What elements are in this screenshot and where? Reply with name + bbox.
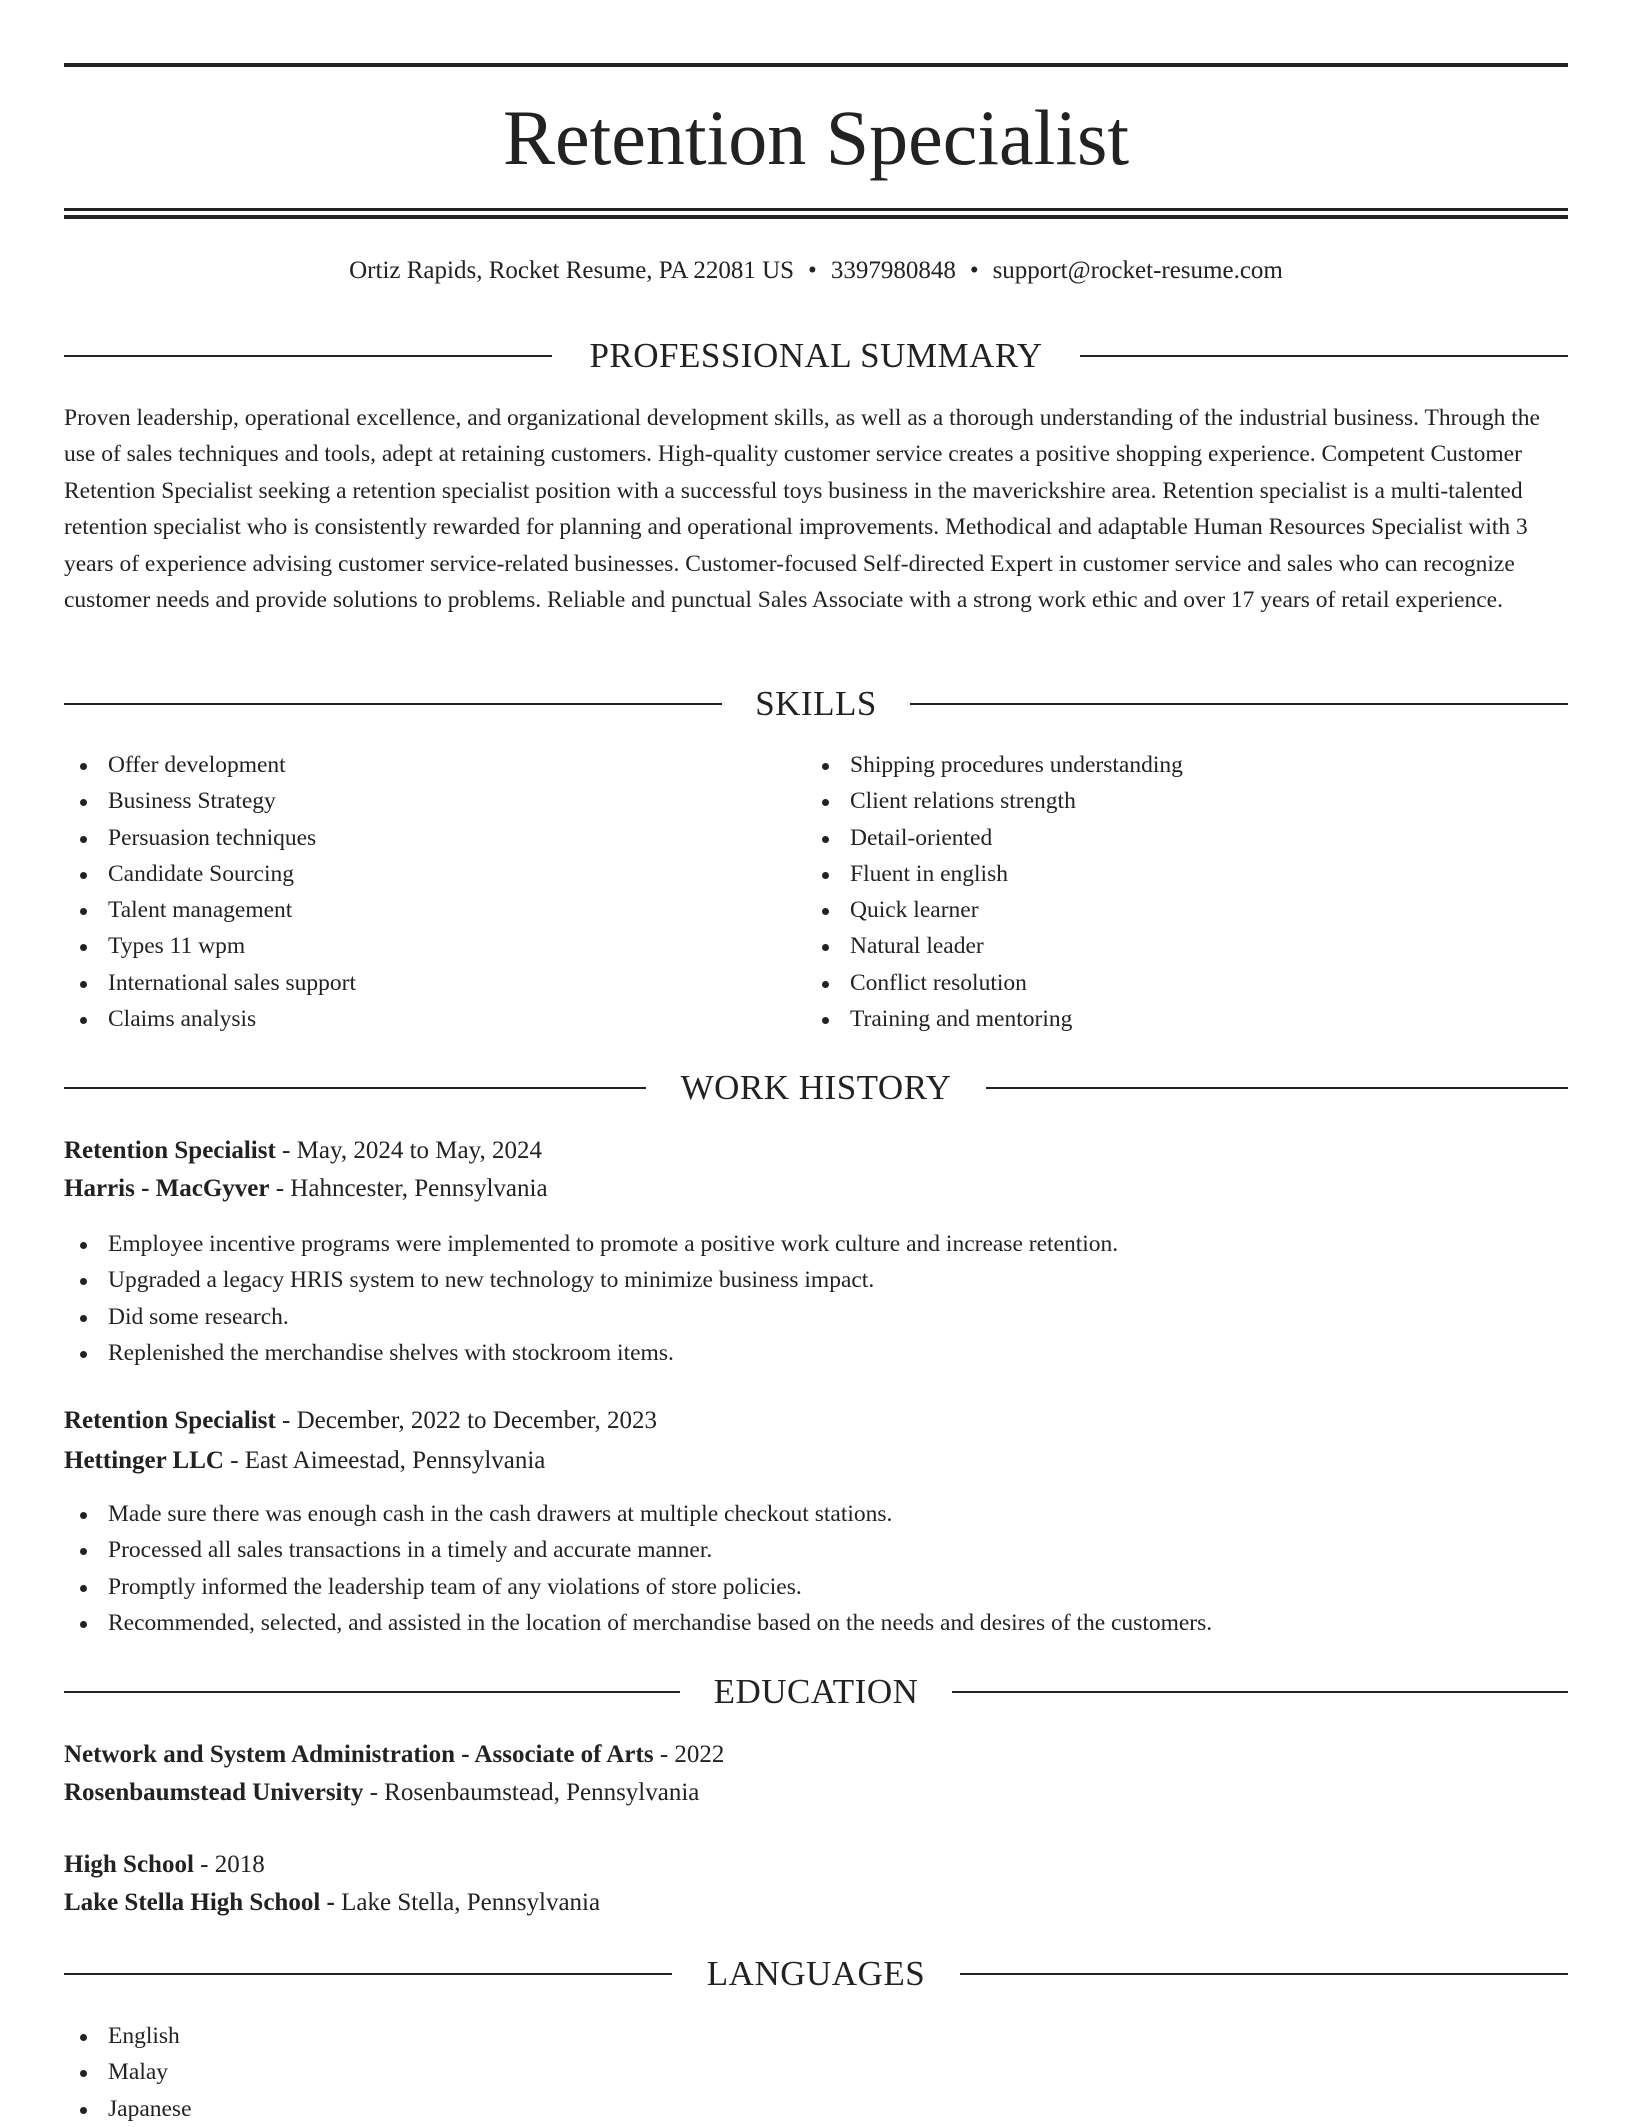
language-item: English	[64, 2018, 764, 2054]
skill-item: Talent management	[64, 892, 764, 928]
skill-item: International sales support	[64, 965, 764, 1001]
job-title: Retention Specialist	[64, 1407, 276, 1434]
section-heading-summary	[64, 336, 1568, 376]
header-double-rule-bottom	[64, 215, 1568, 219]
education-degree: Network and System Administration - Associate of Arts	[64, 1741, 654, 1768]
education-degree-line	[64, 1848, 1568, 1882]
job-bullet: Processed all sales transactions in a timely and accurate manner.	[64, 1532, 1568, 1568]
job-title-line	[64, 1134, 1568, 1168]
education-school-line	[64, 1886, 1568, 1920]
job-company: Hettinger LLC	[64, 1447, 224, 1474]
section-heading-languages	[64, 1954, 1568, 1994]
section-heading-work	[64, 1068, 1568, 1108]
skill-item: Natural leader	[806, 928, 1506, 964]
education-location: - Rosenbaumstead, Pennsylvania	[363, 1779, 700, 1806]
section-heading-skills	[64, 684, 1568, 724]
education-school: Rosenbaumstead University	[64, 1779, 364, 1806]
section-title: PROFESSIONAL SUMMARY	[589, 336, 1043, 375]
skill-item: Fluent in english	[806, 856, 1506, 892]
skill-item: Candidate Sourcing	[64, 856, 764, 892]
contact-email: support@rocket-resume.com	[992, 257, 1283, 284]
skills-list-right	[806, 747, 1506, 1037]
resume-name: Retention Specialist	[502, 94, 1130, 181]
skill-item: Client relations strength	[806, 783, 1506, 819]
skill-item: Training and mentoring	[806, 1001, 1506, 1037]
education-year: - 2018	[193, 1851, 265, 1878]
skills-list-left	[64, 747, 764, 1037]
skill-item: Claims analysis	[64, 1001, 764, 1037]
job-title: Retention Specialist	[64, 1137, 276, 1164]
education-degree: High School	[64, 1851, 194, 1878]
job-bullets	[64, 1496, 1568, 1641]
job-title-line	[64, 1404, 1568, 1438]
header-double-rule-top	[64, 208, 1568, 211]
job-bullet: Did some research.	[64, 1299, 1568, 1335]
job-location: - Hahncester, Pennsylvania	[269, 1175, 548, 1202]
section-title: SKILLS	[755, 684, 877, 723]
summary-paragraph: Proven leadership, operational excellence, and organizational development skills, as well as a thorough understanding of the industrial business. Through the use of sales techniques and tools, adept at retaining customers. High-quality customer service creates a positive shopping experience. Competent Customer Retention Specialist seeking a retention specialist position with a successful toys business in the maverickshire area. Retention specialist is a multi-talented retention specialist who is consistently rewarded for planning and operational improvements. Methodical and adaptable Human Resources Specialist with 3 years of experience advising customer service-related businesses. Customer-focused Self-directed Expert in customer service and sales who can recognize customer needs and provide solutions to problems. Reliable and punctual Sales Associate with a strong work ethic and over 17 years of retail experience.	[64, 405, 1540, 614]
job-company-line	[64, 1172, 1568, 1206]
contact-phone: 3397980848	[830, 257, 956, 284]
skill-item: Types 11 wpm	[64, 928, 764, 964]
contact-separator: •	[969, 257, 979, 284]
education-year: - 2022	[653, 1741, 725, 1768]
education-school: Lake Stella High School -	[64, 1889, 335, 1916]
job-bullet: Replenished the merchandise shelves with stockroom items.	[64, 1335, 1568, 1371]
job-dates: - December, 2022 to December, 2023	[275, 1407, 657, 1434]
skill-item: Shipping procedures understanding	[806, 747, 1506, 783]
job-bullet: Recommended, selected, and assisted in the location of merchandise based on the needs and desires of the customers.	[64, 1605, 1568, 1641]
language-item: Japanese	[64, 2091, 764, 2127]
job-company-line	[64, 1444, 1568, 1478]
language-item: Malay	[64, 2054, 764, 2090]
job-dates: - May, 2024 to May, 2024	[275, 1137, 542, 1164]
skill-item: Persuasion techniques	[64, 820, 764, 856]
contact-address: Ortiz Rapids, Rocket Resume, PA 22081 US	[349, 257, 795, 284]
skill-item: Business Strategy	[64, 783, 764, 819]
header-top-rule	[64, 63, 1568, 67]
education-school-line	[64, 1776, 1568, 1810]
job-bullet: Promptly informed the leadership team of any violations of store policies.	[64, 1569, 1568, 1605]
section-title: LANGUAGES	[706, 1954, 926, 1993]
skill-item: Detail-oriented	[806, 820, 1506, 856]
job-location: - East Aimeestad, Pennsylvania	[223, 1447, 546, 1474]
contact-line	[64, 254, 1568, 288]
job-bullet: Made sure there was enough cash in the cash drawers at multiple checkout stations.	[64, 1496, 1568, 1532]
job-company: Harris - MacGyver	[64, 1175, 270, 1202]
skill-item: Quick learner	[806, 892, 1506, 928]
job-bullet: Employee incentive programs were implemented to promote a positive work culture and increase retention.	[64, 1226, 1568, 1262]
job-bullets	[64, 1226, 1568, 1371]
section-title: WORK HISTORY	[680, 1068, 952, 1107]
section-heading-education	[64, 1672, 1568, 1712]
languages-list	[64, 2018, 764, 2127]
skill-item: Conflict resolution	[806, 965, 1506, 1001]
education-location: Lake Stella, Pennsylvania	[334, 1889, 601, 1916]
education-degree-line	[64, 1738, 1568, 1772]
contact-separator: •	[808, 257, 817, 284]
section-title: EDUCATION	[713, 1672, 919, 1711]
skill-item: Offer development	[64, 747, 764, 783]
job-bullet: Upgraded a legacy HRIS system to new technology to minimize business impact.	[64, 1262, 1568, 1298]
